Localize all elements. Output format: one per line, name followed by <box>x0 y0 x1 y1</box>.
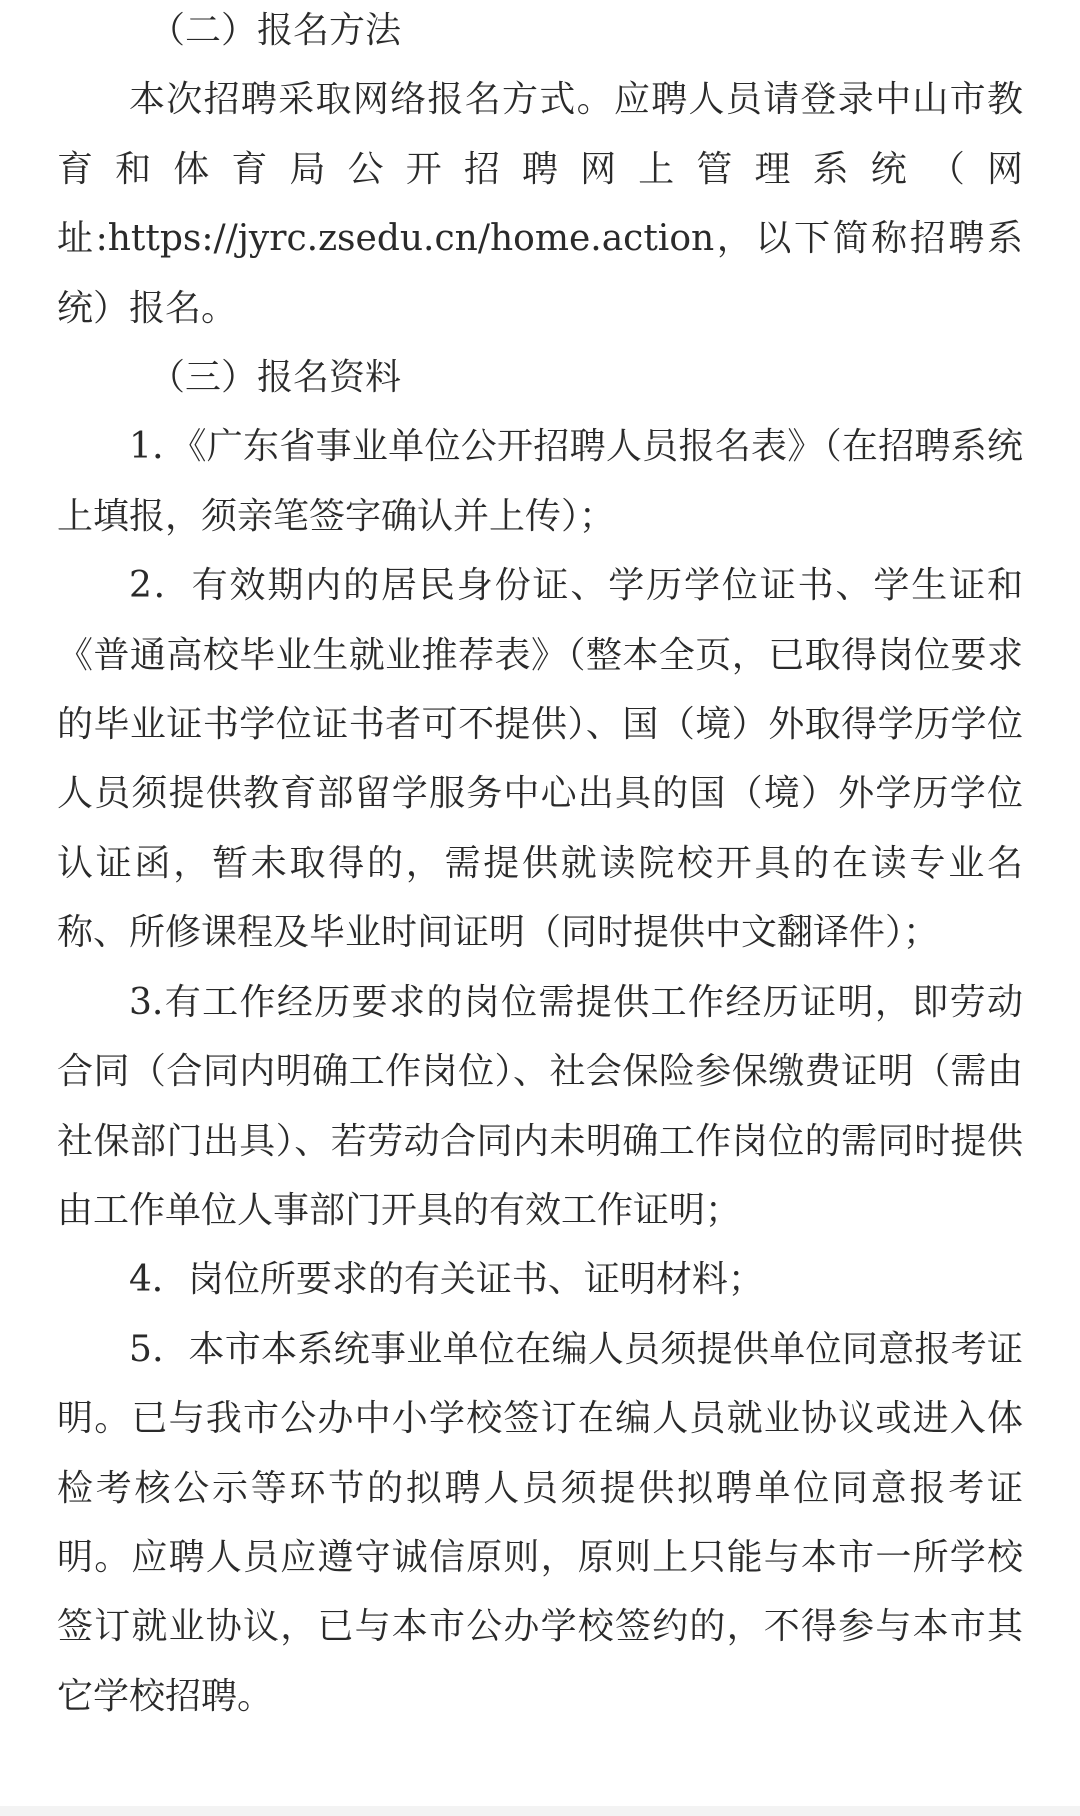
page-bottom-band <box>0 1806 1080 1816</box>
section-heading-materials: （三）报名资料 <box>149 357 402 399</box>
materials-item-5: 5．本市本系统事业单位在编人员须提供单位同意报考证明。已与我市公办中小学校签订在编人员就业协议或进入体检考核公示等环节的拟聘人员须提供拟聘单位同意报考证明。应聘人员应遵守诚信原则，原则上只能与本市一所学校签订就业协议，已与本市公办学校签约的，不得参与本市其它学校招聘。 <box>57 1328 1023 1717</box>
section-heading-signup-method: （二）报名方法 <box>149 10 402 51</box>
materials-item-1: 1．《广东省事业单位公开招聘人员报名表》（在招聘系统上填报，须亲笔签字确认并上传）； <box>57 426 1023 537</box>
materials-item-3: 3.有工作经历要求的岗位需提供工作经历证明，即劳动合同（合同内明确工作岗位）、社会保险参保缴费证明（需由社保部门出具）、若劳动合同内未明确工作岗位的需同时提供由工作单位人事部门开具的有效工作证明； <box>57 981 1023 1231</box>
document-body <box>57 0 1023 1731</box>
signup-method-paragraph: 本次招聘采取网络报名方式。应聘人员请登录中山市教育和体育局公开招聘网上管理系统（网址:https://jyrc.zsedu.cn/home.action，以下简称招聘系统）报名。 <box>57 79 1023 329</box>
materials-item-4: 4．岗位所要求的有关证书、证明材料； <box>129 1259 764 1301</box>
materials-item-2: 2．有效期内的居民身份证、学历学位证书、学生证和《普通高校毕业生就业推荐表》（整本全页，已取得岗位要求的毕业证书学位证书者可不提供）、国（境）外取得学历学位人员须提供教育部留学服务中心出具的国（境）外学历学位认证函，暂未取得的，需提供就读院校开具的在读专业名称、所修课程及毕业时间证明（同时提供中文翻译件）； <box>57 565 1023 954</box>
